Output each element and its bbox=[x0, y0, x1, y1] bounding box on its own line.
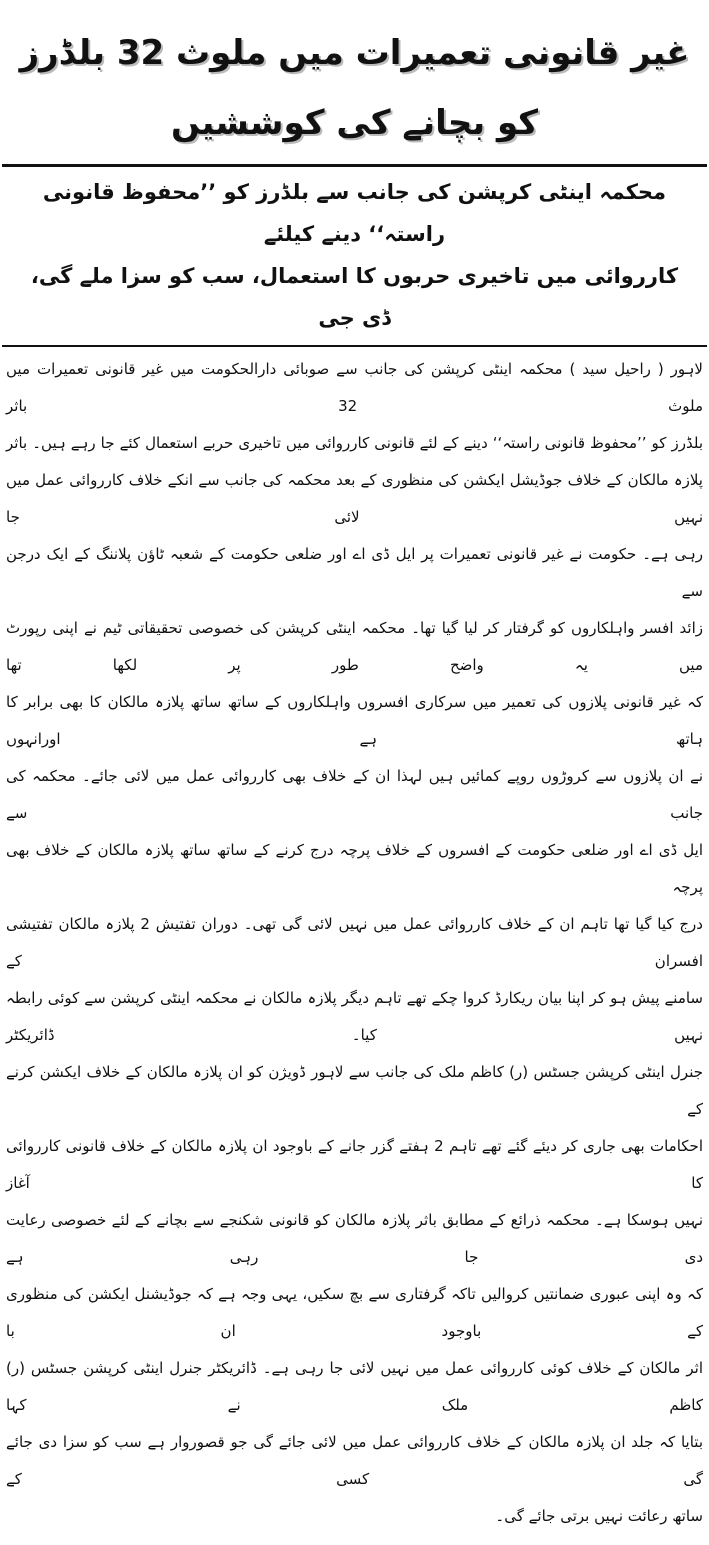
body-line: درج کیا گیا تھا تاہم ان کے خلاف کارروائی عمل میں نہیں لائی گی تھی۔ دوران تفتیش 2 پلازہ مالکان تفتیشی افسران کے bbox=[6, 915, 703, 970]
body-line: اثر مالکان کے خلاف کوئی کارروائی عمل میں نہیں لائی جا رہی ہے۔ ڈائریکٹر جنرل اینٹی کرپشن جسٹس (ر) کاظم ملک نے کہا bbox=[6, 1359, 703, 1414]
body-line: جنرل اینٹی کرپشن جسٹس (ر) کاظم ملک کی جانب سے لاہور ڈویژن کو ان پلازہ مالکان کے خلاف ایکشن کرنے کے bbox=[6, 1063, 703, 1118]
body-line: لاہور ( راحیل سید ) محکمہ اینٹی کرپشن کی جانب سے صوبائی دارالحکومت میں غیر قانونی تعمیرات میں ملوث 32 باثر bbox=[6, 360, 704, 415]
body-line: بلڈرز کو ’’محفوظ قانونی راستہ‘‘ دینے کے لئے قانونی کارروائی میں تاخیری حربے استعمال کئے جا رہے ہیں۔ باثر bbox=[6, 434, 703, 452]
body-line: ساتھ رعائت نہیں برتی جائے گی۔ bbox=[495, 1507, 703, 1525]
body-line: بتایا کہ جلد ان پلازہ مالکان کے خلاف کارروائی عمل میں لائی جائے گی جو قصوروار ہے سب کو سزا دی جائے گی کسی کے bbox=[6, 1433, 703, 1488]
body-line: کہ غیر قانونی پلازوں کی تعمیر میں سرکاری افسروں واہلکاروں کے ساتھ ساتھ پلازہ مالکان کا بھی برابر کا ہاتھ ہے اورانہوں bbox=[6, 693, 703, 748]
body-line: زائد افسر واہلکاروں کو گرفتار کر لیا گیا تھا۔ محکمہ اینٹی کرپشن کی خصوصی تحقیقاتی ٹیم نے اپنی رپورٹ میں یہ واضح طور پر لکھا تھا bbox=[6, 619, 703, 674]
body-line: نہیں ہوسکا ہے۔ محکمہ ذرائع کے مطابق باثر پلازہ مالکان کو قانونی شکنجے سے بچانے کے لئے خصوصی رعایت دی جا رہی ہے bbox=[6, 1211, 703, 1266]
body-line: کہ وہ اپنی عبوری ضمانتیں کروالیں تاکہ گرفتاری سے بچ سکیں، یہی وجہ ہے کہ جوڈیشنل ایکشن کی منظوری کے باوجود ان با bbox=[6, 1285, 703, 1340]
body-line: سامنے پیش ہو کر اپنا بیان ریکارڈ کروا چکے تھے تاہم دیگر پلازہ مالکان نے محکمہ اینٹی کرپشن سے کوئی رابطہ نہیں کیا۔ ڈائریکٹر bbox=[6, 989, 703, 1044]
body-line: ایل ڈی اے اور ضلعی حکومت کے افسروں کے خلاف پرچہ درج کرنے کے ساتھ ساتھ پلازہ مالکان کے خلاف بھی پرچہ bbox=[6, 841, 703, 896]
article-body bbox=[6, 351, 703, 1535]
headline: غیر قانونی تعمیرات میں ملوث 32 بلڈرز کو بچانے کی کوششیں bbox=[19, 33, 690, 143]
body-line: نے ان پلازوں سے کروڑوں روپے کمائیں ہیں لہذا ان کے خلاف بھی کارروائی عمل میں لائی جائے۔ محکمہ کی جانب سے bbox=[6, 767, 703, 822]
body-line: پلازہ مالکان کے خلاف جوڈیشل ایکشن کی منظوری کے بعد محکمہ کی جانب سے انکے خلاف کارروائی عمل میں نہیں لائی جا bbox=[6, 471, 703, 526]
subheadline-divider bbox=[2, 345, 707, 347]
subheadline-line-2: کارروائی میں تاخیری حربوں کا استعمال، سب کو سزا ملے گی، ڈی جی bbox=[30, 264, 679, 330]
subheadline-line-1: محکمہ اینٹی کرپشن کی جانب سے بلڈرز کو ’’محفوظ قانونی راستہ‘‘ دینے کیلئے bbox=[42, 180, 667, 246]
body-line: احکامات بھی جاری کر دیئے گئے تھے تاہم 2 ہفتے گزر جانے کے باوجود ان پلازہ مالکان کے خلاف قانونی کارروائی کا آغاز bbox=[6, 1137, 703, 1192]
headline-divider bbox=[2, 164, 707, 167]
body-line: رہی ہے۔ حکومت نے غیر قانونی تعمیرات پر ایل ڈی اے اور ضلعی حکومت کے شعبہ ٹاؤن پلاننگ کے ایک درجن سے bbox=[6, 545, 703, 600]
